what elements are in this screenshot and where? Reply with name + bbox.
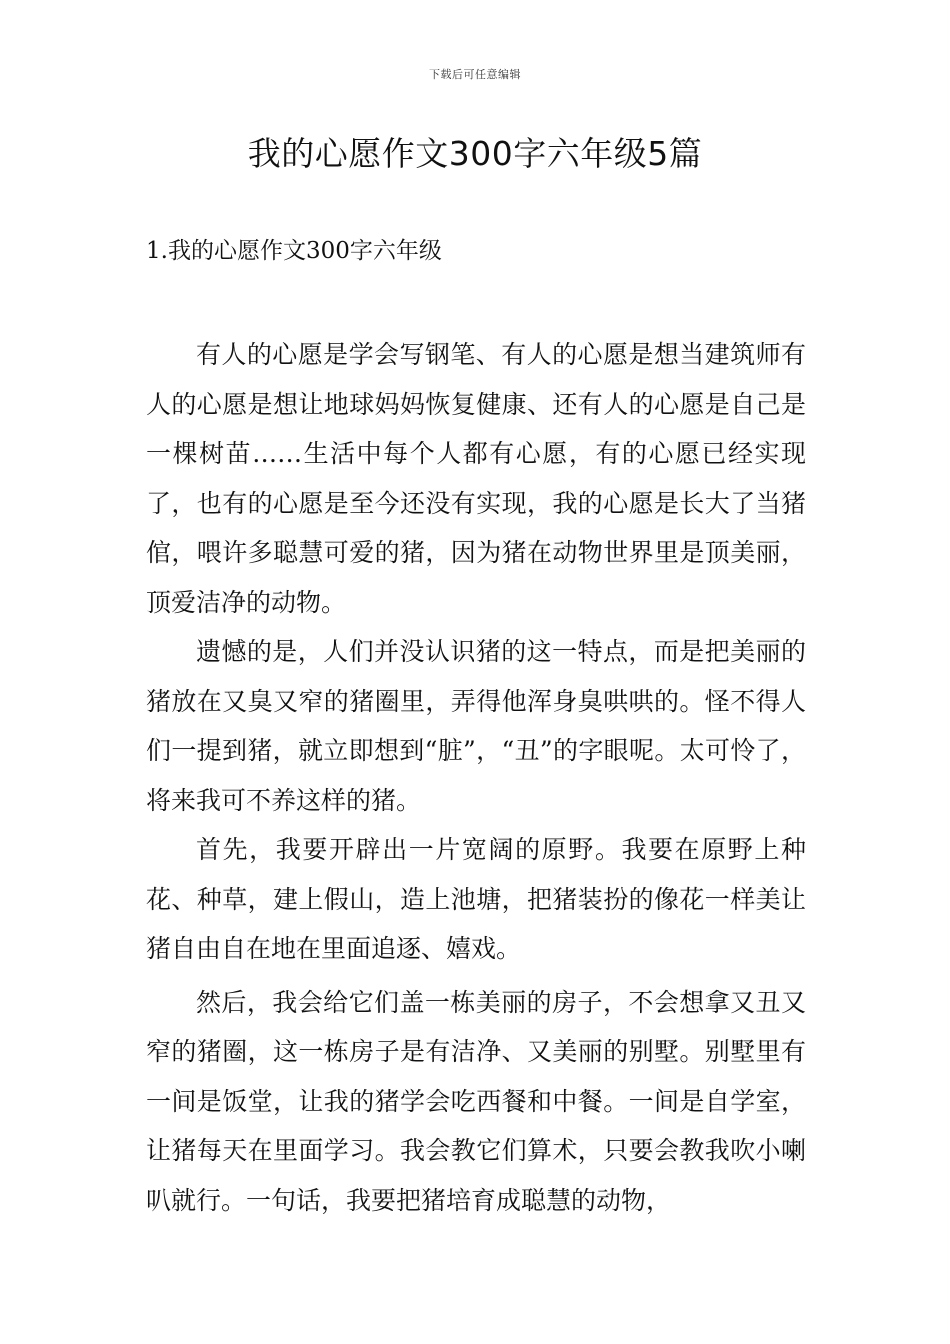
paragraph: 首先，我要开辟出一片宽阔的原野。我要在原野上种花、种草，建上假山，造上池塘，把猪装扮的像花一样美让猪自由自在地在里面追逐、嬉戏。 <box>146 835 806 963</box>
paragraph: 有人的心愿是学会写钢笔、有人的心愿是想当建筑师有人的心愿是想让地球妈妈恢复健康、还有人的心愿是自己是一棵树苗……生活中每个人都有心愿，有的心愿已经实现了，也有的心愿是至今还没有实现，我的心愿是长大了当猪倌，喂许多聪慧可爱的猪，因为猪在动物世界里是顶美丽，顶爱洁净的动物。 <box>146 340 806 617</box>
section-heading: 1.我的心愿作文300字六年级 <box>146 238 442 264</box>
header-note: 下载后可任意编辑 <box>429 68 521 81</box>
essay-body <box>146 330 806 1225</box>
document-title: 我的心愿作文300字六年级5篇 <box>247 134 703 173</box>
paragraph: 遗憾的是，人们并没认识猪的这一特点，而是把美丽的猪放在又臭又窄的猪圈里，弄得他浑身臭哄哄的。怪不得人们一提到猪，就立即想到“脏”，“丑”的字眼呢。太可怜了，将来我可不养这样的猪。 <box>146 637 806 815</box>
paragraph: 然后，我会给它们盖一栋美丽的房子，不会想拿又丑又窄的猪圈，这一栋房子是有洁净、又美丽的别墅。别墅里有一间是饭堂，让我的猪学会吃西餐和中餐。一间是自学室，让猪每天在里面学习。我会教它们算术，只要会教我吹小喇叭就行。一句话，我要把猪培育成聪慧的动物， <box>146 987 806 1215</box>
